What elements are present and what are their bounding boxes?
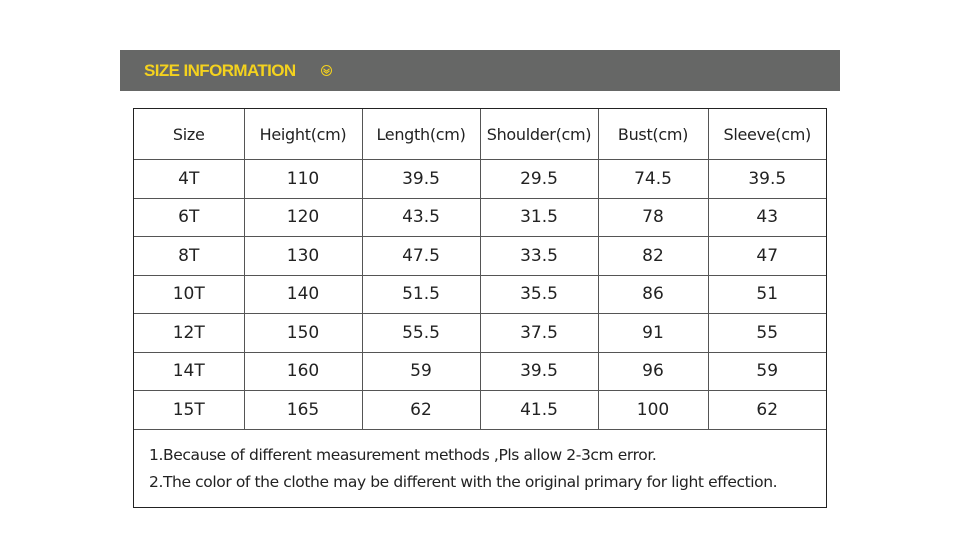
table-row bbox=[134, 314, 826, 353]
shoulder-cell: 35.5 bbox=[480, 275, 598, 314]
bust-cell: 74.5 bbox=[598, 160, 708, 199]
bust-cell: 86 bbox=[598, 275, 708, 314]
size-information-header bbox=[120, 50, 840, 91]
table-row bbox=[134, 391, 826, 430]
bust-cell: 82 bbox=[598, 237, 708, 276]
table-row bbox=[134, 275, 826, 314]
size-notes bbox=[134, 432, 826, 496]
chevron-down-circle-icon bbox=[321, 65, 332, 76]
size-cell: 10T bbox=[134, 275, 244, 314]
column-header-bust: Bust(cm) bbox=[598, 109, 708, 160]
shoulder-cell: 31.5 bbox=[480, 198, 598, 237]
sleeve-cell: 62 bbox=[708, 391, 826, 430]
length-cell: 55.5 bbox=[362, 314, 480, 353]
size-table bbox=[134, 109, 826, 430]
size-chart bbox=[133, 108, 827, 508]
note-measurement-error: 1.Because of different measurement methods ,Pls allow 2-3cm error. bbox=[149, 446, 657, 464]
height-cell: 120 bbox=[244, 198, 362, 237]
height-cell: 140 bbox=[244, 275, 362, 314]
table-row bbox=[134, 160, 826, 199]
height-cell: 160 bbox=[244, 352, 362, 391]
table-row bbox=[134, 352, 826, 391]
size-cell: 4T bbox=[134, 160, 244, 199]
size-cell: 15T bbox=[134, 391, 244, 430]
shoulder-cell: 41.5 bbox=[480, 391, 598, 430]
length-cell: 51.5 bbox=[362, 275, 480, 314]
bust-cell: 96 bbox=[598, 352, 708, 391]
height-cell: 130 bbox=[244, 237, 362, 276]
height-cell: 150 bbox=[244, 314, 362, 353]
shoulder-cell: 33.5 bbox=[480, 237, 598, 276]
length-cell: 47.5 bbox=[362, 237, 480, 276]
table-row bbox=[134, 237, 826, 276]
size-cell: 14T bbox=[134, 352, 244, 391]
bust-cell: 100 bbox=[598, 391, 708, 430]
sleeve-cell: 43 bbox=[708, 198, 826, 237]
column-header-length: Length(cm) bbox=[362, 109, 480, 160]
sleeve-cell: 47 bbox=[708, 237, 826, 276]
length-cell: 62 bbox=[362, 391, 480, 430]
height-cell: 110 bbox=[244, 160, 362, 199]
height-cell: 165 bbox=[244, 391, 362, 430]
length-cell: 59 bbox=[362, 352, 480, 391]
table-header-row bbox=[134, 109, 826, 160]
note-color-difference: 2.The color of the clothe may be different with the original primary for light effection. bbox=[149, 473, 778, 491]
shoulder-cell: 39.5 bbox=[480, 352, 598, 391]
size-cell: 8T bbox=[134, 237, 244, 276]
column-header-size: Size bbox=[134, 109, 244, 160]
bust-cell: 91 bbox=[598, 314, 708, 353]
bust-cell: 78 bbox=[598, 198, 708, 237]
column-header-sleeve: Sleeve(cm) bbox=[708, 109, 826, 160]
sleeve-cell: 51 bbox=[708, 275, 826, 314]
sleeve-cell: 55 bbox=[708, 314, 826, 353]
shoulder-cell: 29.5 bbox=[480, 160, 598, 199]
length-cell: 39.5 bbox=[362, 160, 480, 199]
shoulder-cell: 37.5 bbox=[480, 314, 598, 353]
size-cell: 6T bbox=[134, 198, 244, 237]
column-header-shoulder: Shoulder(cm) bbox=[480, 109, 598, 160]
sleeve-cell: 39.5 bbox=[708, 160, 826, 199]
size-cell: 12T bbox=[134, 314, 244, 353]
header-title: SIZE INFORMATION bbox=[144, 61, 296, 80]
length-cell: 43.5 bbox=[362, 198, 480, 237]
column-header-height: Height(cm) bbox=[244, 109, 362, 160]
sleeve-cell: 59 bbox=[708, 352, 826, 391]
table-row bbox=[134, 198, 826, 237]
